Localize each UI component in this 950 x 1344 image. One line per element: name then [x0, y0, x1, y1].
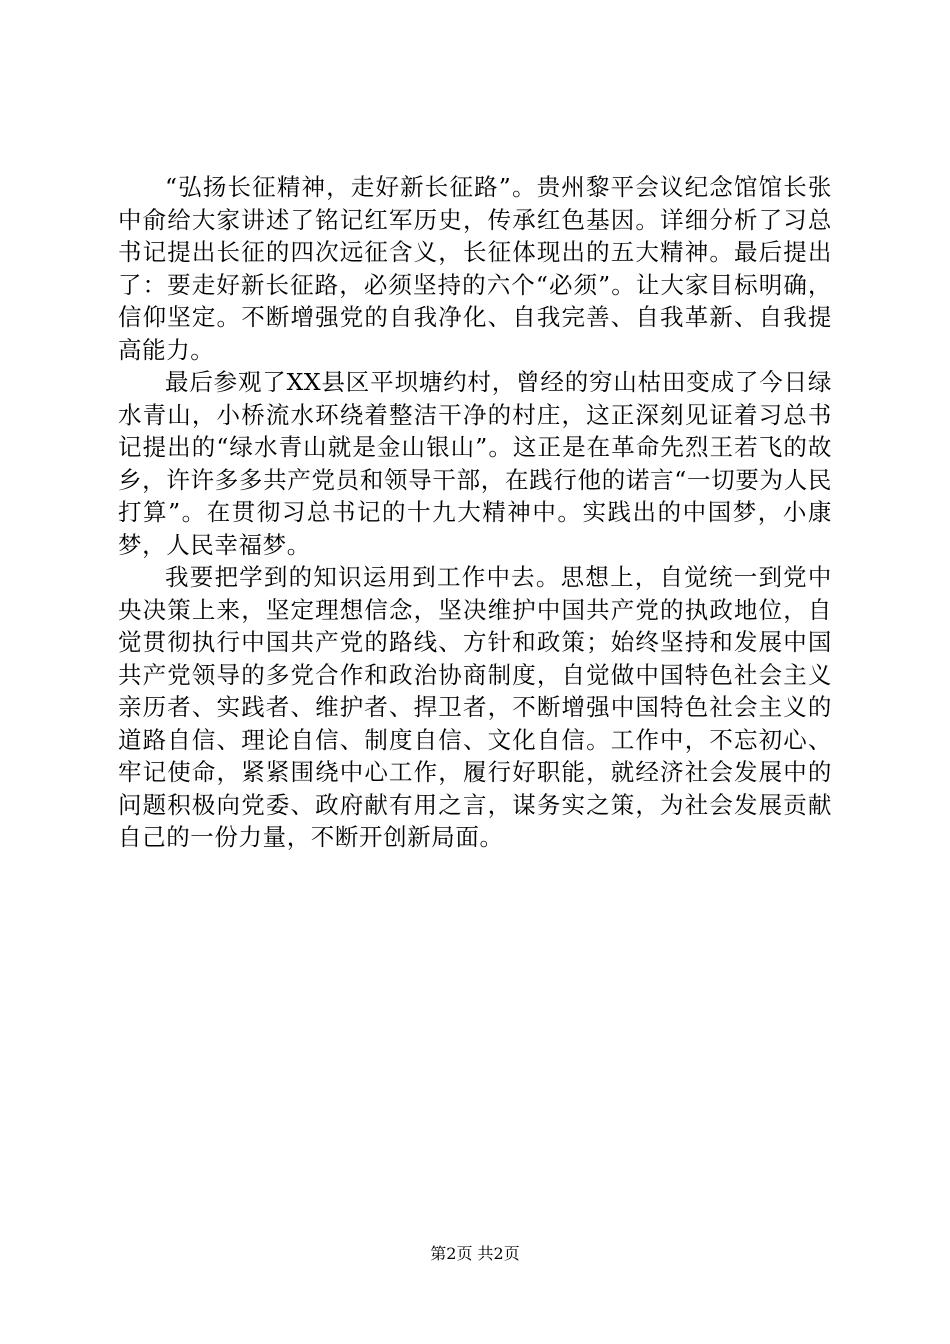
page-number-footer: 第2页 共2页	[430, 1244, 520, 1263]
paragraph-1: “弘扬长征精神，走好新长征路”。贵州黎平会议纪念馆馆长张中俞给大家讲述了铭记红军历史，传承红色基因。详细分析了习总书记提出长征的四次远征含义，长征体现出的五大精神。最后提出了：要走好新长征路，必须坚持的六个“必须”。让大家目标明确，信仰坚定。不断增强党的自我净化、自我完善、自我革新、自我提高能力。	[118, 173, 832, 364]
paragraph-2: 最后参观了XX县区平坝塘约村，曾经的穷山枯田变成了今日绿水青山，小桥流水环绕着整洁干净的村庄，这正深刻见证着习总书记提出的“绿水青山就是金山银山”。这正是在革命先烈王若飞的故乡，许许多多共产党员和领导干部，在践行他的诺言“一切要为人民打算”。在贯彻习总书记的十九大精神中。实践出的中国梦，小康梦，人民幸福梦。	[118, 368, 832, 559]
paragraph-3: 我要把学到的知识运用到工作中去。思想上，自觉统一到党中央决策上来，坚定理想信念，坚决维护中国共产党的执政地位，自觉贯彻执行中国共产党的路线、方针和政策；始终坚持和发展中国共产党领导的多党合作和政治协商制度，自觉做中国特色社会主义亲历者、实践者、维护者、捍卫者，不断增强中国特色社会主义的道路自信、理论自信、制度自信、文化自信。工作中，不忘初心、牢记使命，紧紧围绕中心工作，履行好职能，就经济社会发展中的问题积极向党委、政府献有用之言，谋务实之策，为社会发展贡献自己的一份力量，不断开创新局面。	[118, 563, 832, 851]
document-body	[118, 171, 832, 854]
